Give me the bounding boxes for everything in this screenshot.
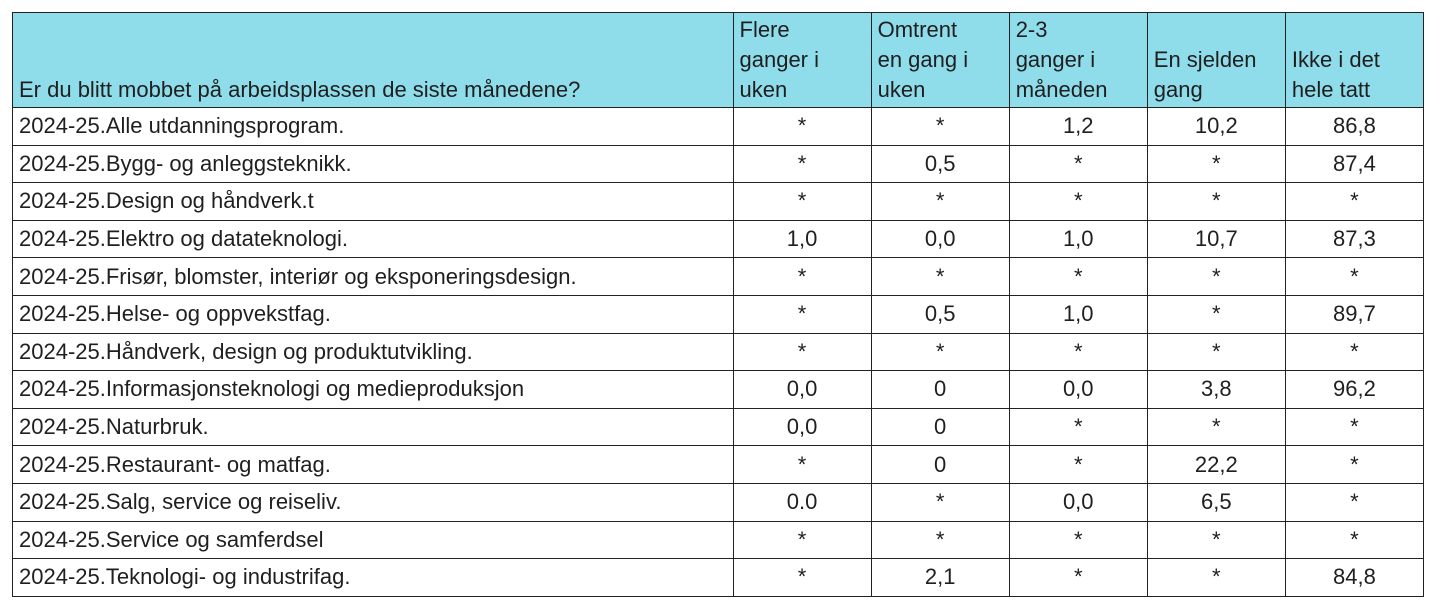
value-cell: * (871, 108, 1009, 146)
value-cell: * (871, 183, 1009, 221)
row-label: 2024-25.Frisør, blomster, interiør og eksponeringsdesign. (13, 258, 734, 296)
value-cell: 84,8 (1285, 559, 1423, 597)
value-cell: * (733, 559, 871, 597)
column-header-line: 2-3 (1015, 17, 1048, 42)
value-cell: 0,5 (871, 295, 1009, 333)
value-cell: * (871, 258, 1009, 296)
value-cell: * (1009, 258, 1147, 296)
value-cell: * (871, 521, 1009, 559)
value-cell: * (1147, 145, 1285, 183)
value-cell: * (1147, 295, 1285, 333)
column-header-line: ganger i (1015, 47, 1096, 72)
table-row (13, 258, 1424, 296)
column-header-line: En sjelden (1153, 47, 1257, 72)
value-cell: 1,0 (1009, 220, 1147, 258)
column-header (871, 13, 1009, 108)
value-cell: * (1009, 333, 1147, 371)
table-body (13, 108, 1424, 597)
value-cell: 87,4 (1285, 145, 1423, 183)
row-label: 2024-25.Alle utdanningsprogram. (13, 108, 734, 146)
table-row (13, 483, 1424, 521)
value-cell: * (1285, 258, 1423, 296)
column-header-line: Omtrent (877, 17, 958, 42)
value-cell: * (1009, 145, 1147, 183)
value-cell: 0,0 (733, 408, 871, 446)
value-cell: 89,7 (1285, 295, 1423, 333)
row-label: 2024-25.Restaurant- og matfag. (13, 446, 734, 484)
row-label: 2024-25.Salg, service og reiseliv. (13, 483, 734, 521)
column-header-line: uken (739, 77, 788, 102)
row-label: 2024-25.Naturbruk. (13, 408, 734, 446)
value-cell: * (1009, 408, 1147, 446)
value-cell: 22,2 (1147, 446, 1285, 484)
value-cell: * (1009, 183, 1147, 221)
column-header-line: uken (877, 77, 926, 102)
row-label: 2024-25.Teknologi- og industrifag. (13, 559, 734, 597)
value-cell: 1,0 (1009, 295, 1147, 333)
table-row (13, 371, 1424, 409)
value-cell: * (1147, 559, 1285, 597)
value-cell: * (1147, 183, 1285, 221)
value-cell: 2,1 (871, 559, 1009, 597)
column-header-line: Ikke i det (1291, 47, 1380, 72)
value-cell: * (1009, 559, 1147, 597)
value-cell: * (1285, 408, 1423, 446)
value-cell: * (1147, 333, 1285, 371)
table-row (13, 408, 1424, 446)
value-cell: 0 (871, 371, 1009, 409)
value-cell: * (733, 108, 871, 146)
value-cell: * (733, 295, 871, 333)
table-row (13, 521, 1424, 559)
value-cell: 0,0 (733, 371, 871, 409)
value-cell: 6,5 (1147, 483, 1285, 521)
column-header-line: måneden (1015, 77, 1108, 102)
row-label: 2024-25.Helse- og oppvekstfag. (13, 295, 734, 333)
survey-table (12, 12, 1424, 597)
value-cell: * (733, 521, 871, 559)
row-label: 2024-25.Elektro og datateknologi. (13, 220, 734, 258)
value-cell: 0 (871, 446, 1009, 484)
value-cell: 10,7 (1147, 220, 1285, 258)
value-cell: 0,0 (871, 220, 1009, 258)
table-row (13, 145, 1424, 183)
value-cell: 0,0 (1009, 371, 1147, 409)
column-header (733, 13, 871, 108)
value-cell: 0,5 (871, 145, 1009, 183)
value-cell: 0 (871, 408, 1009, 446)
value-cell: * (1147, 521, 1285, 559)
value-cell: 0,0 (1009, 483, 1147, 521)
value-cell: 96,2 (1285, 371, 1423, 409)
value-cell: * (1009, 521, 1147, 559)
column-header-line: ganger i (739, 47, 820, 72)
column-header (1009, 13, 1147, 108)
value-cell: * (1147, 258, 1285, 296)
question-header: Er du blitt mobbet på arbeidsplassen de siste månedene? (13, 13, 734, 108)
row-label: 2024-25.Bygg- og anleggsteknikk. (13, 145, 734, 183)
table-row (13, 333, 1424, 371)
value-cell: * (871, 333, 1009, 371)
value-cell: * (1285, 333, 1423, 371)
table-row (13, 108, 1424, 146)
column-header-line: Flere (739, 17, 790, 42)
table-row (13, 220, 1424, 258)
value-cell: * (1285, 446, 1423, 484)
header-row (13, 13, 1424, 108)
column-header (1147, 13, 1285, 108)
table-row (13, 295, 1424, 333)
value-cell: * (1147, 408, 1285, 446)
value-cell: * (733, 446, 871, 484)
column-header-line: gang (1153, 77, 1203, 102)
row-label: 2024-25.Service og samferdsel (13, 521, 734, 559)
column-header (1285, 13, 1423, 108)
value-cell: 1,0 (733, 220, 871, 258)
row-label: 2024-25.Design og håndverk.t (13, 183, 734, 221)
value-cell: * (1285, 521, 1423, 559)
value-cell: * (733, 258, 871, 296)
table-row (13, 559, 1424, 597)
value-cell: * (1285, 483, 1423, 521)
value-cell: 3,8 (1147, 371, 1285, 409)
value-cell: 10,2 (1147, 108, 1285, 146)
row-label: 2024-25.Håndverk, design og produktutvikling. (13, 333, 734, 371)
value-cell: * (871, 483, 1009, 521)
value-cell: * (1285, 183, 1423, 221)
value-cell: 0.0 (733, 483, 871, 521)
table-row (13, 446, 1424, 484)
value-cell: * (1009, 446, 1147, 484)
value-cell: * (733, 183, 871, 221)
row-label: 2024-25.Informasjonsteknologi og medieproduksjon (13, 371, 734, 409)
table-row (13, 183, 1424, 221)
value-cell: 86,8 (1285, 108, 1423, 146)
value-cell: * (733, 145, 871, 183)
column-header-line: hele tatt (1291, 77, 1371, 102)
value-cell: * (733, 333, 871, 371)
value-cell: 1,2 (1009, 108, 1147, 146)
column-header-line: en gang i (877, 47, 969, 72)
value-cell: 87,3 (1285, 220, 1423, 258)
